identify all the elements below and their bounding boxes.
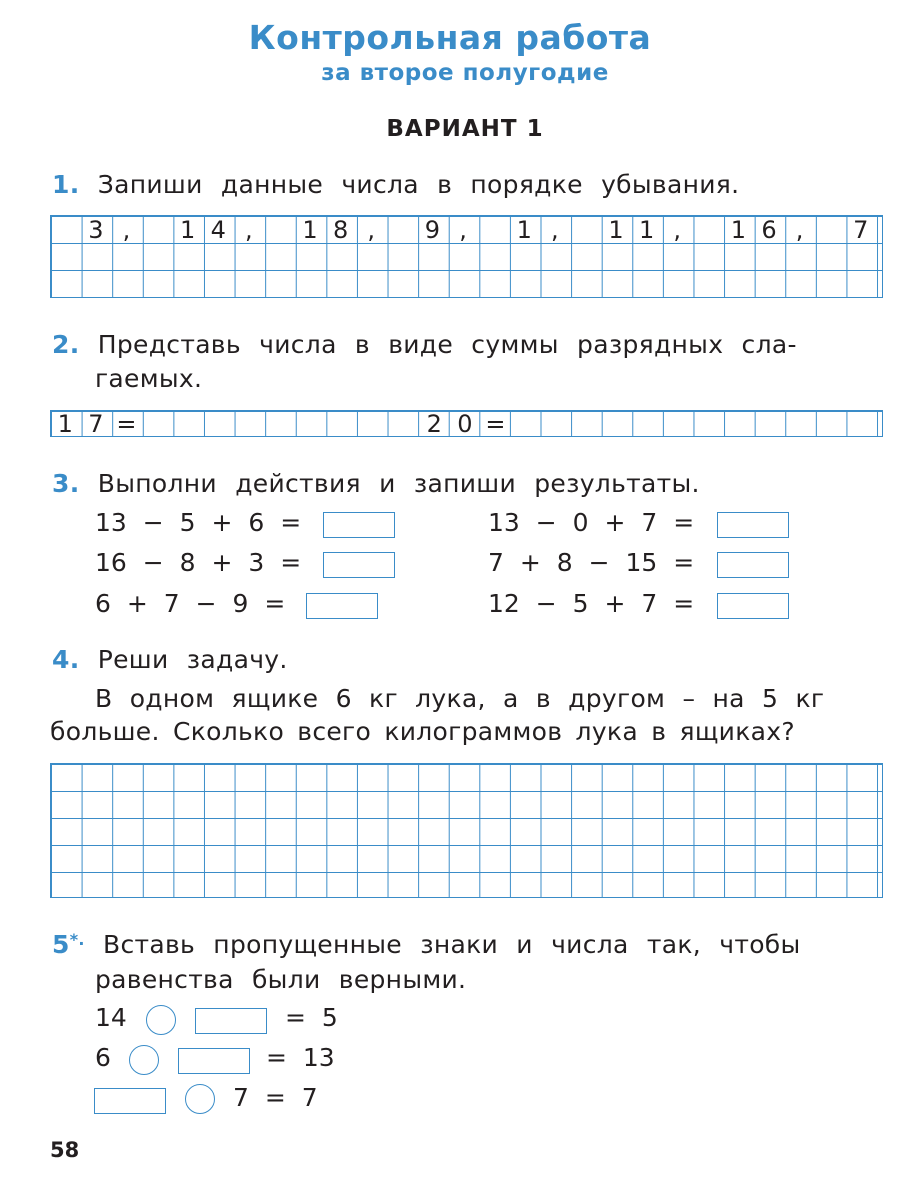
grid-cell-digit: 1 [638, 216, 655, 244]
task-1-number: 1. [52, 170, 80, 199]
number-box[interactable] [195, 1008, 267, 1034]
grid-cell-digit: 1 [180, 216, 196, 244]
grid-cell-digit: 1 [730, 216, 746, 244]
task-5-eq1-right: = 5 [285, 1003, 338, 1032]
page-subtitle: за второе полугодие [321, 60, 609, 86]
task-3-answer-box[interactable] [323, 512, 395, 538]
grid-cell-digit: , [245, 216, 253, 244]
grid-cell-digit: 2 [426, 410, 442, 438]
grid-cell-digit: , [673, 216, 681, 244]
sign-circle[interactable] [146, 1005, 176, 1035]
task-2-text-line2: гаемых. [95, 364, 203, 393]
task-4-problem-line1: В одном ящике 6 кг лука, а в другом – на 5 кг [95, 684, 825, 713]
grid-cell-digit: , [550, 216, 559, 244]
variant-heading: ВАРИАНТ 1 [386, 116, 544, 142]
grid-cell-digit: 0 [457, 410, 473, 438]
grid-cell-digit [387, 217, 418, 243]
task-3-expr-right-3: 12 − 5 + 7 = [488, 589, 695, 618]
grid-cell-digit: , [367, 216, 376, 244]
grid-cell-digit: 7 [853, 216, 869, 244]
task-4-prompt [52, 645, 288, 674]
task-3-expr-left-3: 6 + 7 − 9 = [95, 589, 286, 618]
sign-circle[interactable] [185, 1084, 215, 1114]
task-3-expr-right-2: 7 + 8 − 15 = [488, 548, 695, 577]
task-2-number: 2. [52, 330, 80, 359]
page-title: Контрольная работа [248, 18, 652, 57]
task-2-expr-17 [50, 411, 142, 437]
page-number: 58 [50, 1138, 80, 1162]
grid-cell-digit: = [485, 410, 506, 438]
task-3-answer-box[interactable] [717, 552, 789, 578]
task-2-expr-20 [419, 411, 511, 437]
grid-cell-digit: 1 [516, 216, 532, 244]
grid-cell-digit: 1 [608, 216, 624, 244]
grid-cell-digit [692, 217, 723, 243]
grid-cell-digit: , [459, 216, 467, 244]
grid-cell-digit: 1 [302, 216, 318, 244]
task-3-answer-box[interactable] [323, 552, 395, 578]
task-1-prompt [52, 170, 739, 199]
grid-cell-digit: , [122, 216, 131, 244]
task-5-number: 5 [52, 930, 70, 959]
grid-cell-digit [570, 217, 601, 243]
task-4-problem-line2: больше. Сколько всего килограммов лука в ящиках? [50, 717, 795, 746]
task-4-text: Реши задачу. [97, 645, 288, 674]
task-5-star: *. [69, 930, 85, 949]
task-5-eq3-right: 7 = 7 [233, 1083, 318, 1112]
grid-cell-digit [50, 217, 81, 243]
grid-cell-digit: = [116, 410, 137, 438]
number-box[interactable] [178, 1048, 250, 1074]
task-2-prompt [52, 330, 797, 359]
task-3-number: 3. [52, 469, 80, 498]
task-4-number: 4. [52, 645, 80, 674]
grid-cell-digit [815, 217, 846, 243]
grid-cell-digit: 1 [57, 410, 73, 438]
task-4-grid[interactable] [50, 763, 883, 898]
grid-cell-digit: 6 [761, 216, 777, 244]
task-5-text-line2: равенства были верными. [95, 965, 467, 994]
task-3-expr-left-1: 13 − 5 + 6 = [95, 508, 302, 537]
grid-cell-digit: 4 [210, 216, 226, 244]
grid-cell-digit: , [795, 216, 804, 244]
task-5-eq1-left: 14 [95, 1003, 127, 1032]
task-2-text-line1: Представь числа в виде суммы разрядных сла- [97, 330, 797, 359]
task-3-prompt [52, 469, 700, 498]
task-3-text: Выполни действия и запиши результаты. [97, 469, 700, 498]
grid-cell-digit [478, 217, 509, 243]
task-1-text: Запиши данные числа в порядке убывания. [97, 170, 740, 199]
grid-cell-digit: 7 [88, 410, 104, 438]
task-3-answer-box[interactable] [717, 593, 789, 619]
task-3-expr-right-1: 13 − 0 + 7 = [488, 508, 695, 537]
grid-cell-digit [142, 217, 173, 243]
task-3-expr-left-2: 16 − 8 + 3 = [95, 548, 302, 577]
task-5-prompt [52, 930, 801, 959]
grid-cell-digit: 9 [424, 216, 441, 244]
task-3-answer-box[interactable] [717, 512, 789, 538]
task-5-eq2-left: 6 [95, 1043, 111, 1072]
task-1-numbers [50, 217, 876, 243]
grid-cell-digit: 3 [88, 216, 104, 244]
grid-cell-digit: 8 [333, 216, 349, 244]
task-3-answer-box[interactable] [306, 593, 378, 619]
sign-circle[interactable] [129, 1045, 159, 1075]
number-box[interactable] [94, 1088, 166, 1114]
task-5-eq2-right: = 13 [266, 1043, 335, 1072]
task-5-text-line1: Вставь пропущенные знаки и числа так, чтобы [103, 930, 801, 959]
grid-cell-digit [264, 217, 295, 243]
